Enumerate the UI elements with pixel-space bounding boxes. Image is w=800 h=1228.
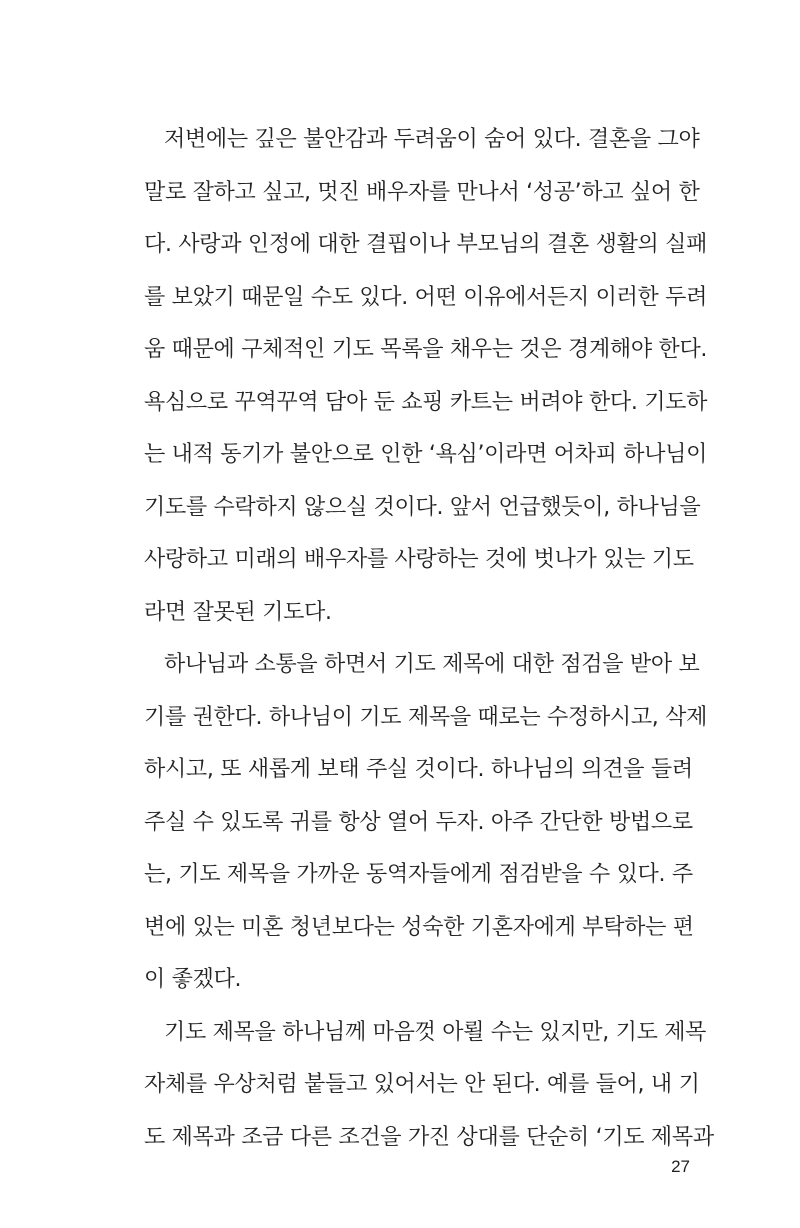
- text-line: 말로 잘하고 싶고, 멋진 배우자를 만나서 ‘성공’하고 싶어 한: [144, 179, 700, 205]
- text-line: 도 제목과 조금 다른 조건을 가진 상대를 단순히 ‘기도 제목과: [144, 1124, 714, 1150]
- text-line: 를 보았기 때문일 수도 있다. 어떤 이유에서든지 이러한 두려: [144, 284, 708, 310]
- text-line: 사랑하고 미래의 배우자를 사랑하는 것에 벗나가 있는 기도: [144, 547, 694, 572]
- text-line: 욕심으로 꾸역꾸역 담아 둔 쇼핑 카트는 버려야 한다. 기도하: [144, 389, 708, 415]
- text-line: 다. 사랑과 인정에 대한 결핍이나 부모님의 결혼 생활의 실패: [144, 232, 708, 257]
- paragraph: [144, 639, 708, 1007]
- text-line: 는 내적 동기가 불안으로 인한 ‘욕심’이라면 어차피 하나님이: [144, 442, 708, 467]
- text-line: 이 좋겠다.: [144, 967, 242, 992]
- page-number: 27: [671, 1157, 690, 1176]
- text-line: 라면 잘못된 기도다.: [144, 599, 332, 625]
- text-line: 주실 수 있도록 귀를 항상 열어 두자. 아주 간단한 방법으로: [144, 809, 693, 835]
- paragraph: [144, 114, 708, 639]
- text-line: 기도 제목을 하나님께 마음껏 아뢸 수는 있지만, 기도 제목: [164, 1019, 707, 1045]
- paragraph: [144, 1007, 714, 1165]
- text-line: 저변에는 깊은 불안감과 두려움이 숨어 있다. 결혼을 그야: [164, 127, 700, 152]
- text-line: 변에 있는 미혼 청년보다는 성숙한 기혼자에게 부탁하는 편: [144, 914, 694, 940]
- text-line: 움 때문에 구체적인 기도 목록을 채우는 것은 경계해야 한다.: [144, 337, 708, 362]
- text-line: 하나님과 소통을 하면서 기도 제목에 대한 점검을 받아 보: [164, 652, 700, 677]
- text-line: 기도를 수락하지 않으실 것이다. 앞서 언급했듯이, 하나님을: [144, 494, 701, 520]
- text-line: 자체를 우상처럼 붙들고 있어서는 안 된다. 예를 들어, 내 기: [144, 1072, 700, 1097]
- text-line: 기를 권한다. 하나님이 기도 제목을 때로는 수정하시고, 삭제: [144, 704, 708, 730]
- text-line: 하시고, 또 새롭게 보태 주실 것이다. 하나님의 의견을 들려: [144, 757, 693, 782]
- text-line: 는, 기도 제목을 가까운 동역자들에게 점검받을 수 있다. 주: [144, 862, 693, 887]
- body-text: [144, 114, 714, 1164]
